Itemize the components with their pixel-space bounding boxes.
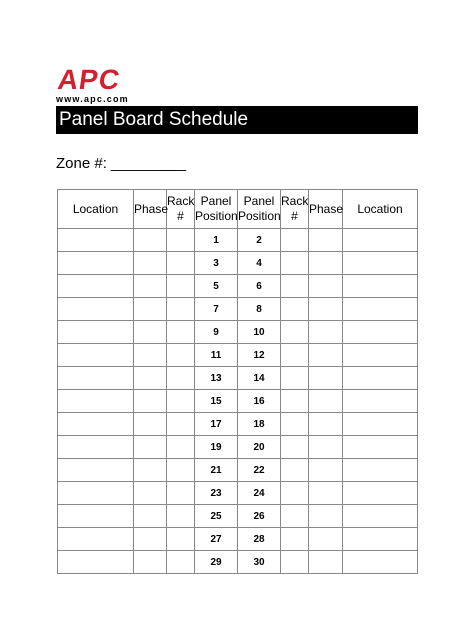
column-header-line1: Phase bbox=[134, 201, 169, 216]
table-row bbox=[58, 413, 418, 436]
panel-position-right-cell: 10 bbox=[238, 321, 281, 344]
empty-cell bbox=[58, 413, 134, 436]
panel-position-right-cell: 2 bbox=[238, 229, 281, 252]
empty-cell bbox=[167, 298, 195, 321]
empty-cell bbox=[134, 551, 167, 574]
empty-cell bbox=[281, 298, 309, 321]
empty-cell bbox=[281, 551, 309, 574]
panel-position-left-cell: 1 bbox=[195, 229, 238, 252]
empty-cell bbox=[281, 229, 309, 252]
column-header-line1: Location bbox=[357, 201, 403, 216]
empty-cell bbox=[343, 505, 418, 528]
empty-cell bbox=[309, 252, 343, 275]
title-bar bbox=[56, 106, 418, 134]
empty-cell bbox=[309, 275, 343, 298]
panel-position-left-cell: 5 bbox=[195, 275, 238, 298]
panel-position-right-cell: 8 bbox=[238, 298, 281, 321]
table-row bbox=[58, 390, 418, 413]
empty-cell bbox=[281, 459, 309, 482]
table-row bbox=[58, 229, 418, 252]
column-header-line2: # bbox=[177, 209, 184, 223]
empty-cell bbox=[134, 229, 167, 252]
table-row bbox=[58, 252, 418, 275]
empty-cell bbox=[167, 321, 195, 344]
column-header bbox=[343, 190, 418, 229]
empty-cell bbox=[167, 344, 195, 367]
panel-position-right-cell: 22 bbox=[238, 459, 281, 482]
panel-position-right-cell: 12 bbox=[238, 344, 281, 367]
empty-cell bbox=[134, 482, 167, 505]
panel-position-left-cell: 15 bbox=[195, 390, 238, 413]
empty-cell bbox=[343, 482, 418, 505]
column-header-line1: Location bbox=[72, 201, 119, 216]
panel-position-left-cell: 27 bbox=[195, 528, 238, 551]
empty-cell bbox=[58, 344, 134, 367]
panel-position-right-cell: 6 bbox=[238, 275, 281, 298]
column-header bbox=[238, 190, 281, 229]
empty-cell bbox=[167, 390, 195, 413]
empty-cell bbox=[309, 528, 343, 551]
empty-cell bbox=[281, 367, 309, 390]
empty-cell bbox=[134, 252, 167, 275]
empty-cell bbox=[309, 459, 343, 482]
empty-cell bbox=[343, 298, 418, 321]
panel-position-right-cell: 20 bbox=[238, 436, 281, 459]
empty-cell bbox=[343, 275, 418, 298]
empty-cell bbox=[281, 344, 309, 367]
column-header-line1: Phase bbox=[309, 201, 344, 216]
empty-cell bbox=[309, 367, 343, 390]
column-header bbox=[281, 190, 309, 229]
empty-cell bbox=[58, 321, 134, 344]
table-row bbox=[58, 459, 418, 482]
panel-schedule-table bbox=[57, 189, 418, 574]
column-header-line2: # bbox=[291, 209, 298, 223]
empty-cell bbox=[281, 252, 309, 275]
panel-position-right-cell: 28 bbox=[238, 528, 281, 551]
empty-cell bbox=[309, 321, 343, 344]
empty-cell bbox=[167, 505, 195, 528]
empty-cell bbox=[167, 528, 195, 551]
empty-cell bbox=[58, 551, 134, 574]
empty-cell bbox=[167, 482, 195, 505]
column-header-line1: Panel bbox=[243, 194, 275, 208]
panel-position-right-cell: 4 bbox=[238, 252, 281, 275]
empty-cell bbox=[58, 436, 134, 459]
empty-cell bbox=[281, 528, 309, 551]
panel-position-right-cell: 14 bbox=[238, 367, 281, 390]
panel-position-left-cell: 7 bbox=[195, 298, 238, 321]
empty-cell bbox=[134, 321, 167, 344]
column-header-line1: Panel bbox=[200, 194, 232, 208]
empty-cell bbox=[134, 528, 167, 551]
empty-cell bbox=[134, 505, 167, 528]
panel-position-left-cell: 23 bbox=[195, 482, 238, 505]
empty-cell bbox=[58, 298, 134, 321]
empty-cell bbox=[309, 390, 343, 413]
table-header-row bbox=[58, 190, 418, 229]
page-title: Panel Board Schedule bbox=[59, 109, 249, 130]
table-body bbox=[58, 229, 418, 574]
empty-cell bbox=[134, 344, 167, 367]
empty-cell bbox=[58, 275, 134, 298]
column-header bbox=[195, 190, 238, 229]
empty-cell bbox=[58, 390, 134, 413]
empty-cell bbox=[309, 298, 343, 321]
empty-cell bbox=[309, 551, 343, 574]
empty-cell bbox=[343, 413, 418, 436]
empty-cell bbox=[134, 390, 167, 413]
panel-position-right-cell: 30 bbox=[238, 551, 281, 574]
empty-cell bbox=[167, 551, 195, 574]
empty-cell bbox=[343, 321, 418, 344]
table-row bbox=[58, 436, 418, 459]
panel-position-right-cell: 18 bbox=[238, 413, 281, 436]
column-header bbox=[167, 190, 195, 229]
empty-cell bbox=[281, 436, 309, 459]
empty-cell bbox=[58, 229, 134, 252]
table-row bbox=[58, 275, 418, 298]
empty-cell bbox=[134, 436, 167, 459]
panel-position-left-cell: 13 bbox=[195, 367, 238, 390]
table-row bbox=[58, 528, 418, 551]
panel-position-left-cell: 3 bbox=[195, 252, 238, 275]
empty-cell bbox=[309, 505, 343, 528]
empty-cell bbox=[58, 252, 134, 275]
panel-position-right-cell: 24 bbox=[238, 482, 281, 505]
panel-position-left-cell: 29 bbox=[195, 551, 238, 574]
table-row bbox=[58, 482, 418, 505]
column-header bbox=[309, 190, 343, 229]
empty-cell bbox=[58, 482, 134, 505]
empty-cell bbox=[167, 436, 195, 459]
column-header-line1: Rack bbox=[167, 194, 195, 208]
empty-cell bbox=[281, 482, 309, 505]
panel-position-right-cell: 16 bbox=[238, 390, 281, 413]
empty-cell bbox=[343, 390, 418, 413]
zone-label: Zone #: _________ bbox=[56, 155, 187, 172]
empty-cell bbox=[58, 459, 134, 482]
empty-cell bbox=[58, 528, 134, 551]
empty-cell bbox=[167, 367, 195, 390]
empty-cell bbox=[309, 344, 343, 367]
empty-cell bbox=[134, 298, 167, 321]
empty-cell bbox=[167, 275, 195, 298]
empty-cell bbox=[343, 528, 418, 551]
empty-cell bbox=[343, 367, 418, 390]
empty-cell bbox=[134, 275, 167, 298]
panel-position-left-cell: 25 bbox=[195, 505, 238, 528]
empty-cell bbox=[281, 321, 309, 344]
empty-cell bbox=[58, 367, 134, 390]
panel-position-left-cell: 19 bbox=[195, 436, 238, 459]
empty-cell bbox=[281, 413, 309, 436]
empty-cell bbox=[343, 436, 418, 459]
table-row bbox=[58, 321, 418, 344]
empty-cell bbox=[58, 505, 134, 528]
empty-cell bbox=[134, 459, 167, 482]
empty-cell bbox=[167, 229, 195, 252]
panel-position-left-cell: 11 bbox=[195, 344, 238, 367]
apc-logo bbox=[56, 66, 136, 104]
panel-position-right-cell: 26 bbox=[238, 505, 281, 528]
empty-cell bbox=[343, 229, 418, 252]
apc-logo-mark: APC bbox=[55, 64, 123, 95]
column-header bbox=[58, 190, 134, 229]
empty-cell bbox=[343, 459, 418, 482]
table-row bbox=[58, 505, 418, 528]
empty-cell bbox=[309, 229, 343, 252]
empty-cell bbox=[343, 344, 418, 367]
panel-position-left-cell: 17 bbox=[195, 413, 238, 436]
empty-cell bbox=[167, 459, 195, 482]
column-header-line1: Rack bbox=[281, 194, 309, 208]
empty-cell bbox=[167, 252, 195, 275]
empty-cell bbox=[281, 275, 309, 298]
panel-position-left-cell: 9 bbox=[195, 321, 238, 344]
empty-cell bbox=[167, 413, 195, 436]
empty-cell bbox=[134, 413, 167, 436]
column-header-line2: Position bbox=[195, 209, 238, 223]
table-row bbox=[58, 551, 418, 574]
table-row bbox=[58, 298, 418, 321]
apc-logo-url: www.apc.com bbox=[56, 94, 129, 104]
column-header bbox=[134, 190, 167, 229]
panel-position-left-cell: 21 bbox=[195, 459, 238, 482]
empty-cell bbox=[134, 367, 167, 390]
empty-cell bbox=[309, 482, 343, 505]
table-row bbox=[58, 344, 418, 367]
empty-cell bbox=[281, 390, 309, 413]
empty-cell bbox=[343, 252, 418, 275]
column-header-line2: Position bbox=[238, 209, 281, 223]
empty-cell bbox=[309, 436, 343, 459]
empty-cell bbox=[343, 551, 418, 574]
empty-cell bbox=[281, 505, 309, 528]
empty-cell bbox=[309, 413, 343, 436]
table-row bbox=[58, 367, 418, 390]
